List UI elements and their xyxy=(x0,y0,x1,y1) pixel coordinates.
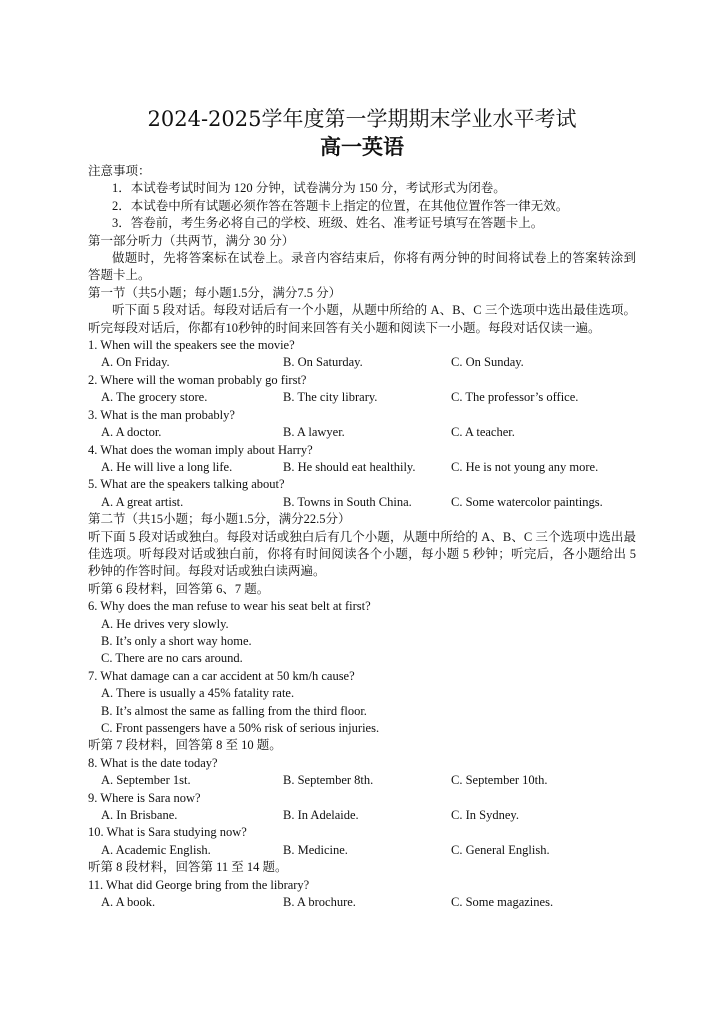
question-9: 9. Where is Sara now? xyxy=(88,790,201,805)
option-c: C. Some magazines. xyxy=(451,895,554,910)
option-a: A. A book. xyxy=(101,895,156,910)
question-5: 5. What are the speakers talking about? xyxy=(88,477,285,492)
option-b: B. He should eat healthily. xyxy=(283,459,416,474)
option-b: B. Medicine. xyxy=(283,842,348,857)
option-b: B. In Adelaide. xyxy=(283,808,359,823)
question-10: 10. What is Sara studying now? xyxy=(88,825,247,840)
question-4: 4. What does the woman imply about Harry? xyxy=(88,442,313,457)
option-a: A. Academic English. xyxy=(101,842,211,857)
notice-item: 2．本试卷中所有试题必须作答在答题卡上指定的位置，在其他位置作答一律无效。 xyxy=(112,198,569,213)
part1-heading: 第一部分听力（共两节，满分 30 分） xyxy=(88,233,295,248)
option-c: C. September 10th. xyxy=(451,773,548,788)
question-10-options xyxy=(88,842,636,859)
option-a: A. In Brisbane. xyxy=(101,808,178,823)
question-11-options xyxy=(88,894,636,911)
option-b: B. It’s only a short way home. xyxy=(101,633,252,648)
option-c: C. He is not young any more. xyxy=(451,459,599,474)
question-7: 7. What damage can a car accident at 50 km/h cause? xyxy=(88,668,355,683)
notice-item: 3．答卷前，考生务必将自己的学校、班级、姓名、准考证号填写在答题卡上。 xyxy=(112,216,544,231)
option-b: B. It’s almost the same as falling from the third floor. xyxy=(101,703,367,718)
option-b: B. September 8th. xyxy=(283,773,374,788)
part1-intro: 做题时，先将答案标在试卷上。录音内容结束后，你将有两分钟的时间将试卷上的答案转涂到答题卡上。 xyxy=(88,251,636,283)
option-c: C. Some watercolor paintings. xyxy=(451,494,603,509)
material-8-heading: 听第 8 段材料，回答第 11 至 14 题。 xyxy=(88,860,288,875)
option-a: A. He will live a long life. xyxy=(101,459,233,474)
option-c: C. Front passengers have a 50% risk of serious injuries. xyxy=(101,721,380,735)
option-c: C. A teacher. xyxy=(451,425,515,440)
option-b: B. A lawyer. xyxy=(283,425,345,440)
question-5-options xyxy=(88,494,636,511)
notice-item: 1．本试卷考试时间为 120 分钟，试卷满分为 150 分，考试形式为闭卷。 xyxy=(112,181,506,196)
page-content xyxy=(88,106,636,911)
option-c: C. General English. xyxy=(451,842,550,857)
option-c: C. On Sunday. xyxy=(451,355,524,370)
exam-subtitle: 高一英语 xyxy=(320,134,404,159)
option-b: B. A brochure. xyxy=(283,895,356,910)
option-a: A. A great artist. xyxy=(101,494,184,509)
question-8: 8. What is the date today? xyxy=(88,755,218,770)
question-9-options xyxy=(88,807,636,824)
question-6: 6. Why does the man refuse to wear his seat belt at first? xyxy=(88,599,371,614)
option-c: C. In Sydney. xyxy=(451,808,519,823)
exam-title: 2024-2025学年度第一学期期末学业水平考试 xyxy=(147,107,577,131)
option-a: A. He drives very slowly. xyxy=(101,616,229,631)
question-1-options xyxy=(88,354,636,371)
question-8-options xyxy=(88,772,636,789)
option-a: A. The grocery store. xyxy=(101,390,208,405)
notice-heading: 注意事项： xyxy=(88,164,151,178)
material-7-heading: 听第 7 段材料，回答第 8 至 10 题。 xyxy=(88,738,282,753)
option-a: A. A doctor. xyxy=(101,425,162,440)
question-3-options xyxy=(88,424,636,441)
section2-instruction: 听下面 5 段对话或独白。每段对话或独白后有几个小题，从题中所给的 A、B、C 三个选项中选出最佳选项。听每段对话或独白前，你将有时间阅读各个小题，每小题 5 秒钟；听完后，各小题给出 5 秒钟的作答时间。每段对话或独白读两遍。 xyxy=(88,529,636,579)
question-3: 3. What is the man probably? xyxy=(88,407,235,422)
question-11: 11. What did George bring from the library? xyxy=(88,877,310,892)
option-a: A. On Friday. xyxy=(101,355,170,370)
question-2-options xyxy=(88,389,636,406)
option-c: C. The professor’s office. xyxy=(451,390,579,405)
question-1: 1. When will the speakers see the movie? xyxy=(88,338,295,353)
option-b: B. The city library. xyxy=(283,390,378,405)
question-4-options xyxy=(88,459,636,476)
option-b: B. On Saturday. xyxy=(283,355,363,370)
option-b: B. Towns in South China. xyxy=(283,494,412,509)
question-2: 2. Where will the woman probably go first? xyxy=(88,372,307,387)
option-a: A. September 1st. xyxy=(101,773,191,788)
option-a: A. There is usually a 45% fatality rate. xyxy=(101,686,295,701)
option-c: C. There are no cars around. xyxy=(101,651,243,666)
material-6-heading: 听第 6 段材料，回答第 6、7 题。 xyxy=(88,581,270,596)
section2-heading: 第二节（共15小题；每小题1.5分，满分22.5分） xyxy=(88,512,351,527)
section1-heading: 第一节（共5小题；每小题1.5分，满分7.5 分） xyxy=(88,285,342,300)
section1-instruction: 听下面 5 段对话。每段对话后有一个小题，从题中所给的 A、B、C 三个选项中选出最佳选项。听完每段对话后，你都有10秒钟的时间来回答有关小题和阅读下一小题。每段对话仅读一遍。 xyxy=(88,303,636,335)
